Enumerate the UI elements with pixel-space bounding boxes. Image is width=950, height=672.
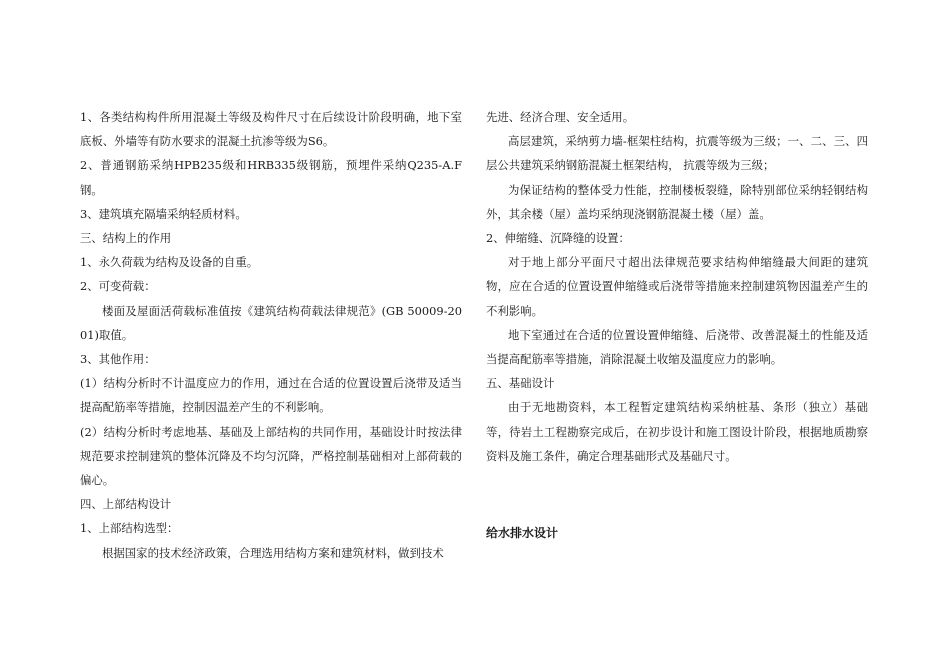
right-paragraph-8: 由于无地勘资料，本工程暂定建筑结构采纳桩基、条形（独立）基础等，待岩土工程勘察完成后，在初步设计和施工图设计阶段，根据地质勘察资料及施工条件，确定合理基础形式及基础尺寸。 [486,400,868,463]
left-paragraph-7: 楼面及屋面活荷载标准值按《建筑结构荷载法律规范》(GB 50009-2001)取值。 [80,303,462,342]
left-paragraph-8: 3、其他作用： [80,352,156,367]
left-paragraph-5: 1、永久荷载为结构及设备的自重。 [80,255,259,270]
right-paragraph-1: 先进、经济合理、安全适用。 [486,110,635,124]
left-column [80,105,462,565]
left-paragraph-1: 1、各类结构构件所用混凝土等级及构件尺寸在后续设计阶段明确，地下室底板、外墙等有防水要求的混凝土抗渗等级为S6。 [80,110,462,149]
left-paragraph-3: 3、建筑填充隔墙采纳轻质材料。 [80,206,247,221]
section-heading-4: 四、上部结构设计 [80,497,172,512]
right-paragraph-5: 对于地上部分平面尺寸超出法律规范要求结构伸缩缝最大间距的建筑物，应在合适的位置设置伸缩缝或后浇带等措施来控制建筑物因温差产生的不利影响。 [486,255,868,318]
right-paragraph-3: 为保证结构的整体受力性能，控制楼板裂缝，除特别部位采纳轻钢结构外，其余楼（屋）盖均采纳现浇钢筋混凝土楼（屋）盖。 [486,182,868,221]
right-paragraph-2: 高层建筑，采纳剪力墙-框架柱结构，抗震等级为三级；一、二、三、四层公共建筑采纳钢筋混凝土框架结构， 抗震等级为三级； [486,134,868,173]
left-paragraph-9: (1）结构分析时不计温度应力的作用，通过在合适的位置设置后浇带及适当提高配筋率等措施，控制因温差产生的不利影响。 [80,376,462,415]
right-column [486,105,868,468]
left-paragraph-6: 2、可变荷载： [80,279,156,294]
left-paragraph-2: 2、普通钢筋采纳HPB235级和HRB335级钢筋，预埋件采纳Q235-A.F钢。 [80,158,462,197]
section-heading-5: 五、基础设计 [486,376,555,391]
section-heading-3: 三、结构上的作用 [80,231,172,246]
left-paragraph-12: 1、上部结构选型： [80,521,179,536]
right-paragraph-6: 地下室通过在合适的位置设置伸缩缝、后浇带、改善混凝土的性能及适当提高配筋率等措施，消除混凝土收缩及温度应力的影响。 [486,327,868,367]
left-paragraph-13: 根据国家的技术经济政策，合理选用结构方案和建筑材料，做到技术 [102,545,444,560]
right-paragraph-4: 2、伸缩缝、沉降缝的设置： [486,231,630,246]
water-supply-drainage-heading: 给水排水设计 [486,526,559,540]
left-paragraph-10: (2）结构分析时考虑地基、基础及上部结构的共同作用，基础设计时按法律规范要求控制建筑的整体沉降及不均匀沉降，严格控制基础相对上部荷载的偏心。 [80,424,462,488]
